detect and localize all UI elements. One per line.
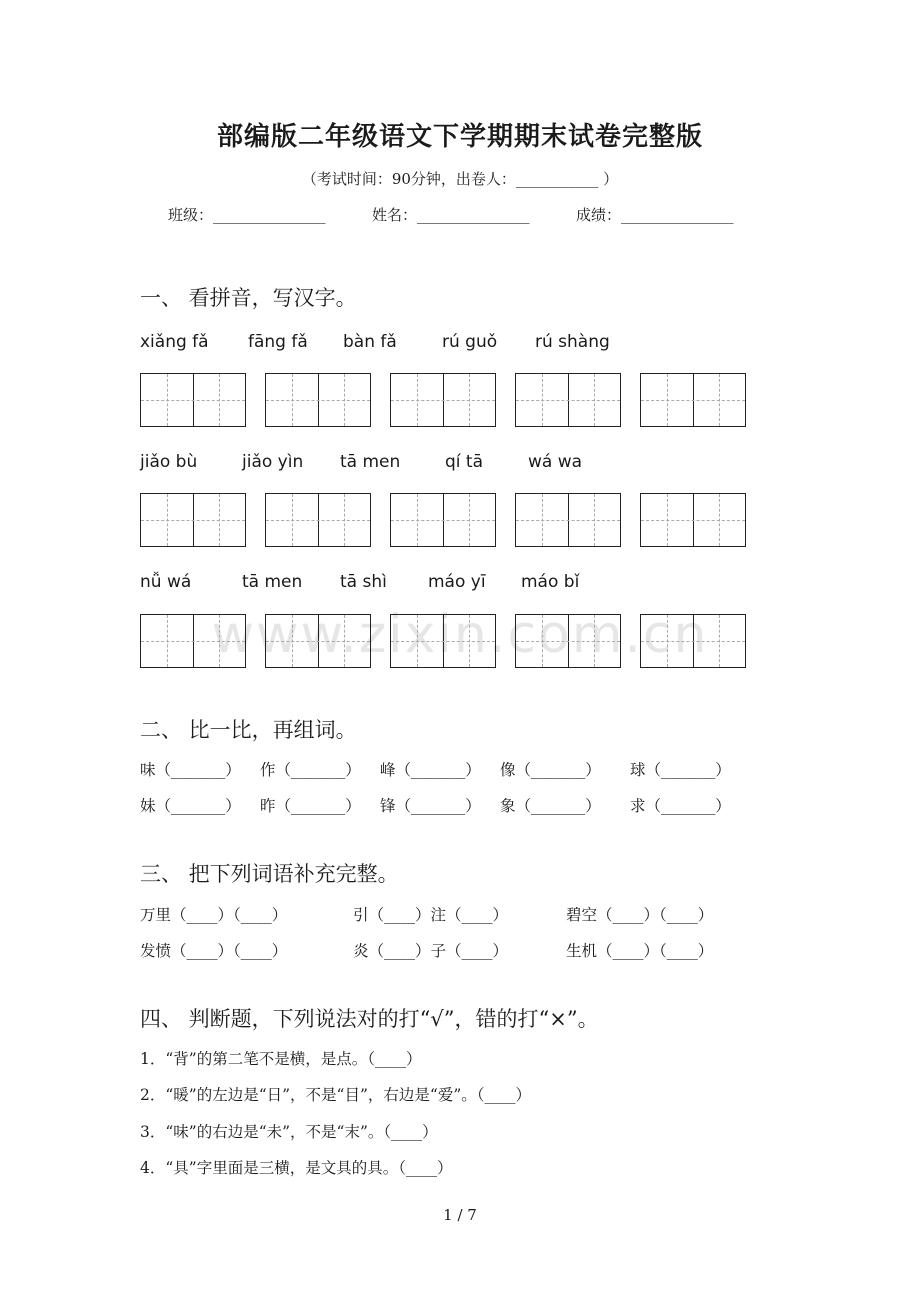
idiom-blank[interactable]: 碧空（____）（____）: [566, 906, 714, 924]
writing-box[interactable]: [640, 493, 746, 547]
idiom-blank[interactable]: 炎（____）子（____）: [353, 942, 509, 960]
section4-title: 四、 判断题，下列说法对的打“√”，错的打“×”。: [140, 1007, 599, 1031]
pinyin: jiǎo bù: [140, 452, 198, 472]
writing-box[interactable]: [390, 614, 496, 668]
judge-item-3[interactable]: 3．“味”的右边是“未”，不是“末”。（____）: [140, 1123, 438, 1141]
class-field: 班级：_______________: [168, 206, 326, 224]
writing-box[interactable]: [140, 614, 246, 668]
writing-box[interactable]: [640, 614, 746, 668]
word-blank[interactable]: 锋（_______）: [380, 797, 481, 815]
pinyin: wá wa: [528, 452, 583, 472]
pinyin: nǚ wá: [140, 572, 192, 592]
writing-box[interactable]: [640, 373, 746, 427]
pinyin: tā shì: [340, 572, 387, 592]
writing-box[interactable]: [515, 493, 621, 547]
pinyin: fāng fǎ: [248, 332, 308, 352]
word-blank[interactable]: 峰（_______）: [380, 761, 481, 779]
writing-box[interactable]: [265, 614, 371, 668]
pinyin: tā men: [340, 452, 401, 472]
pinyin: xiǎng fǎ: [140, 332, 209, 352]
word-blank[interactable]: 作（_______）: [260, 761, 361, 779]
writing-box[interactable]: [390, 493, 496, 547]
writing-box[interactable]: [515, 373, 621, 427]
pinyin: qí tā: [445, 452, 484, 472]
exam-subtitle: （考试时间：90分钟，出卷人：___________ ）: [301, 170, 619, 188]
writing-box[interactable]: [265, 373, 371, 427]
writing-box[interactable]: [140, 493, 246, 547]
judge-item-1[interactable]: 1．“背”的第二笔不是横，是点。（____）: [140, 1050, 422, 1068]
watermark: www.zixin.com.cn: [211, 605, 709, 665]
pinyin: máo bǐ: [521, 572, 580, 592]
judge-item-2[interactable]: 2．“暖”的左边是“日”，不是“目”，右边是“爱”。（____）: [140, 1086, 532, 1104]
section3-title: 三、 把下列词语补充完整。: [140, 862, 399, 886]
pinyin: bàn fǎ: [343, 332, 397, 352]
pinyin: rú guǒ: [442, 332, 498, 352]
word-blank[interactable]: 球（_______）: [630, 761, 731, 779]
pinyin: tā men: [242, 572, 303, 592]
idiom-blank[interactable]: 生机（____）（____）: [566, 942, 714, 960]
section1-title: 一、 看拼音，写汉字。: [140, 286, 357, 310]
pinyin: rú shàng: [535, 332, 610, 352]
writing-box[interactable]: [140, 373, 246, 427]
score-field: 成绩：_______________: [576, 206, 734, 224]
judge-item-4[interactable]: 4．“具”字里面是三横，是文具的具。（____）: [140, 1159, 453, 1177]
section2-title: 二、 比一比，再组词。: [140, 718, 357, 742]
pinyin: jiǎo yìn: [242, 452, 304, 472]
pinyin: máo yī: [428, 572, 486, 592]
page-number: 1 / 7: [443, 1206, 477, 1224]
writing-box[interactable]: [390, 373, 496, 427]
page-title: 部编版二年级语文下学期期末试卷完整版: [216, 122, 703, 152]
name-field: 姓名：_______________: [372, 206, 530, 224]
word-blank[interactable]: 妹（_______）: [140, 797, 241, 815]
idiom-blank[interactable]: 引（____）注（____）: [353, 906, 509, 924]
word-blank[interactable]: 味（_______）: [140, 761, 241, 779]
idiom-blank[interactable]: 万里（____）（____）: [140, 906, 288, 924]
idiom-blank[interactable]: 发愤（____）（____）: [140, 942, 288, 960]
writing-box[interactable]: [515, 614, 621, 668]
word-blank[interactable]: 象（_______）: [500, 797, 601, 815]
word-blank[interactable]: 昨（_______）: [260, 797, 361, 815]
word-blank[interactable]: 像（_______）: [500, 761, 601, 779]
word-blank[interactable]: 求（_______）: [630, 797, 731, 815]
writing-box[interactable]: [265, 493, 371, 547]
